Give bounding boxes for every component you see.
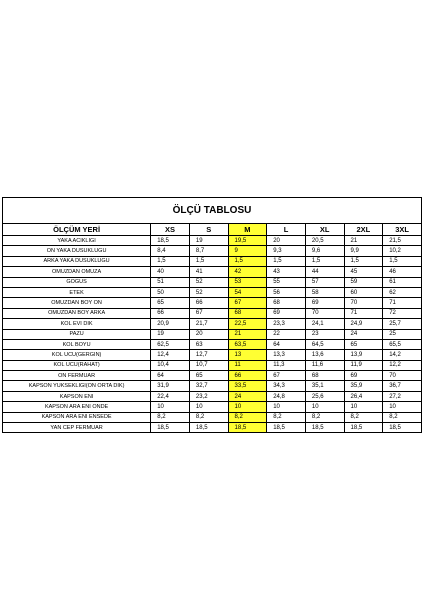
size-value-cell: 41	[189, 267, 228, 277]
size-value-cell: 19	[189, 236, 228, 246]
size-value-cell: 10	[267, 402, 306, 412]
table-row	[3, 319, 422, 329]
size-value-cell: 18,5	[228, 423, 267, 433]
size-value-cell: 21,5	[383, 236, 422, 246]
size-value-cell: 20,5	[305, 236, 344, 246]
table-row	[3, 329, 422, 339]
size-value-cell: 32,7	[189, 381, 228, 391]
table-row	[3, 402, 422, 412]
size-value-cell: 20	[267, 236, 306, 246]
size-value-cell: 21	[228, 329, 267, 339]
size-value-cell: 40	[151, 267, 190, 277]
size-value-cell: 67	[267, 371, 306, 381]
measurement-name-cell: ARKA YAKA DUSUKLUGU	[3, 256, 151, 266]
size-value-cell: 18,5	[383, 423, 422, 433]
size-value-cell: 25	[383, 329, 422, 339]
size-value-cell: 66	[151, 308, 190, 318]
size-value-cell: 24	[344, 329, 383, 339]
column-header-2xl: 2XL	[344, 224, 383, 236]
measurement-name-cell: YAKA ACIKLIGI	[3, 236, 151, 246]
size-value-cell: 18,5	[151, 236, 190, 246]
table-row	[3, 267, 422, 277]
measurement-name-cell: ETEK	[3, 287, 151, 297]
measurement-name-cell: KAPSON ARA ENI ONDE	[3, 402, 151, 412]
measurement-name-cell: GOGUS	[3, 277, 151, 287]
size-value-cell: 24,1	[305, 319, 344, 329]
measurement-name-cell: OMUZDAN OMUZA	[3, 267, 151, 277]
size-value-cell: 11	[228, 360, 267, 370]
size-value-cell: 1,5	[344, 256, 383, 266]
size-value-cell: 22	[267, 329, 306, 339]
size-value-cell: 22,4	[151, 391, 190, 401]
size-value-cell: 9,9	[344, 246, 383, 256]
measurement-name-cell: YAN CEP FERMUAR	[3, 423, 151, 433]
size-value-cell: 8,2	[305, 412, 344, 422]
table-row	[3, 256, 422, 266]
size-value-cell: 70	[383, 371, 422, 381]
column-header-3xl: 3XL	[383, 224, 422, 236]
size-value-cell: 21,7	[189, 319, 228, 329]
table-row	[3, 360, 422, 370]
size-value-cell: 24,9	[344, 319, 383, 329]
size-value-cell: 8,2	[151, 412, 190, 422]
size-value-cell: 19,5	[228, 236, 267, 246]
measurement-name-cell: OMUZDAN BOY ON	[3, 298, 151, 308]
size-value-cell: 21	[344, 236, 383, 246]
size-value-cell: 10	[228, 402, 267, 412]
size-value-cell: 13	[228, 350, 267, 360]
size-value-cell: 64,5	[305, 339, 344, 349]
size-value-cell: 18,5	[344, 423, 383, 433]
size-value-cell: 9,3	[267, 246, 306, 256]
size-value-cell: 8,4	[151, 246, 190, 256]
size-value-cell: 10	[344, 402, 383, 412]
measurement-name-cell: KOL UCU(GERGIN)	[3, 350, 151, 360]
size-value-cell: 61	[383, 277, 422, 287]
size-value-cell: 60	[344, 287, 383, 297]
size-value-cell: 69	[305, 298, 344, 308]
size-value-cell: 58	[305, 287, 344, 297]
size-value-cell: 27,2	[383, 391, 422, 401]
table-row	[3, 246, 422, 256]
size-value-cell: 10	[305, 402, 344, 412]
column-header-xl: XL	[305, 224, 344, 236]
size-value-cell: 22,5	[228, 319, 267, 329]
measurement-name-cell: KAPSON YUKSEKLIGI(ON ORTA DIK)	[3, 381, 151, 391]
size-value-cell: 8,7	[189, 246, 228, 256]
size-value-cell: 1,5	[305, 256, 344, 266]
size-value-cell: 54	[228, 287, 267, 297]
size-value-cell: 10,4	[151, 360, 190, 370]
size-value-cell: 65	[344, 339, 383, 349]
size-value-cell: 18,5	[151, 423, 190, 433]
header-row	[3, 224, 422, 236]
size-value-cell: 52	[189, 287, 228, 297]
size-value-cell: 25,7	[383, 319, 422, 329]
measurement-name-cell: KOL BOYU	[3, 339, 151, 349]
size-value-cell: 42	[228, 267, 267, 277]
size-value-cell: 43	[267, 267, 306, 277]
size-value-cell: 68	[267, 298, 306, 308]
size-value-cell: 23,3	[267, 319, 306, 329]
size-value-cell: 31,9	[151, 381, 190, 391]
size-value-cell: 18,5	[267, 423, 306, 433]
size-value-cell: 36,7	[383, 381, 422, 391]
size-value-cell: 67	[189, 308, 228, 318]
size-value-cell: 1,5	[383, 256, 422, 266]
table-row	[3, 350, 422, 360]
measurement-name-cell: KAPSON ARA ENI ENSEDE	[3, 412, 151, 422]
size-value-cell: 13,3	[267, 350, 306, 360]
size-value-cell: 72	[383, 308, 422, 318]
size-value-cell: 68	[305, 371, 344, 381]
size-value-cell: 12,4	[151, 350, 190, 360]
size-value-cell: 9	[228, 246, 267, 256]
size-value-cell: 20,9	[151, 319, 190, 329]
size-value-cell: 53	[228, 277, 267, 287]
table-row	[3, 391, 422, 401]
size-value-cell: 11,6	[305, 360, 344, 370]
size-value-cell: 64	[151, 371, 190, 381]
size-value-cell: 57	[305, 277, 344, 287]
size-value-cell: 67	[228, 298, 267, 308]
size-value-cell: 13,9	[344, 350, 383, 360]
size-chart-sheet	[2, 197, 422, 433]
size-value-cell: 23	[305, 329, 344, 339]
measurement-name-cell: KOL UCU(RAHAT)	[3, 360, 151, 370]
size-value-cell: 64	[267, 339, 306, 349]
size-value-cell: 11,3	[267, 360, 306, 370]
size-value-cell: 69	[344, 371, 383, 381]
size-value-cell: 8,2	[383, 412, 422, 422]
size-value-cell: 13,6	[305, 350, 344, 360]
size-value-cell: 10	[383, 402, 422, 412]
table-row	[3, 381, 422, 391]
column-header-xs: XS	[151, 224, 190, 236]
table-row	[3, 277, 422, 287]
size-value-cell: 1,5	[267, 256, 306, 266]
size-value-cell: 9,6	[305, 246, 344, 256]
size-value-cell: 65	[189, 371, 228, 381]
table-row	[3, 308, 422, 318]
size-value-cell: 10	[189, 402, 228, 412]
size-value-cell: 55	[267, 277, 306, 287]
size-chart-body	[3, 236, 422, 433]
size-value-cell: 35,1	[305, 381, 344, 391]
size-value-cell: 18,5	[305, 423, 344, 433]
measurement-name-cell: PAZU	[3, 329, 151, 339]
table-row	[3, 423, 422, 433]
size-value-cell: 65,5	[383, 339, 422, 349]
size-value-cell: 52	[189, 277, 228, 287]
size-value-cell: 14,2	[383, 350, 422, 360]
size-value-cell: 20	[189, 329, 228, 339]
column-header-s: S	[189, 224, 228, 236]
measurement-name-cell: ON YAKA DUSUKLUGU	[3, 246, 151, 256]
size-value-cell: 62,5	[151, 339, 190, 349]
size-value-cell: 8,2	[228, 412, 267, 422]
size-value-cell: 51	[151, 277, 190, 287]
table-row	[3, 371, 422, 381]
size-value-cell: 10,7	[189, 360, 228, 370]
size-value-cell: 1,5	[189, 256, 228, 266]
table-row	[3, 412, 422, 422]
size-value-cell: 8,2	[189, 412, 228, 422]
measurement-name-cell: OMUZDAN BOY ARKA	[3, 308, 151, 318]
column-header-m: M	[228, 224, 267, 236]
size-value-cell: 70	[344, 298, 383, 308]
size-chart-table	[2, 223, 422, 433]
size-value-cell: 70	[305, 308, 344, 318]
size-value-cell: 10	[151, 402, 190, 412]
size-value-cell: 33,5	[228, 381, 267, 391]
size-value-cell: 65	[151, 298, 190, 308]
size-value-cell: 25,6	[305, 391, 344, 401]
size-value-cell: 66	[189, 298, 228, 308]
size-value-cell: 45	[344, 267, 383, 277]
size-value-cell: 24	[228, 391, 267, 401]
size-value-cell: 1,5	[151, 256, 190, 266]
size-value-cell: 71	[383, 298, 422, 308]
size-value-cell: 63,5	[228, 339, 267, 349]
size-value-cell: 24,8	[267, 391, 306, 401]
size-value-cell: 50	[151, 287, 190, 297]
column-header-measurement: ÖLÇÜM YERİ	[3, 224, 151, 236]
table-row	[3, 236, 422, 246]
size-value-cell: 66	[228, 371, 267, 381]
size-value-cell: 35,9	[344, 381, 383, 391]
measurement-name-cell: ON FERMUAR	[3, 371, 151, 381]
table-row	[3, 339, 422, 349]
size-value-cell: 59	[344, 277, 383, 287]
size-value-cell: 8,2	[267, 412, 306, 422]
size-value-cell: 68	[228, 308, 267, 318]
column-header-l: L	[267, 224, 306, 236]
size-value-cell: 12,2	[383, 360, 422, 370]
size-value-cell: 1,5	[228, 256, 267, 266]
size-value-cell: 11,9	[344, 360, 383, 370]
size-value-cell: 71	[344, 308, 383, 318]
size-value-cell: 23,2	[189, 391, 228, 401]
size-value-cell: 46	[383, 267, 422, 277]
size-chart-title: ÖLÇÜ TABLOSU	[2, 197, 422, 223]
size-value-cell: 18,5	[189, 423, 228, 433]
size-value-cell: 12,7	[189, 350, 228, 360]
size-value-cell: 34,3	[267, 381, 306, 391]
table-row	[3, 287, 422, 297]
size-value-cell: 62	[383, 287, 422, 297]
table-row	[3, 298, 422, 308]
size-value-cell: 69	[267, 308, 306, 318]
size-value-cell: 19	[151, 329, 190, 339]
size-value-cell: 10,2	[383, 246, 422, 256]
size-value-cell: 44	[305, 267, 344, 277]
measurement-name-cell: KAPSON ENI	[3, 391, 151, 401]
measurement-name-cell: KOL EVI DIK	[3, 319, 151, 329]
size-value-cell: 26,4	[344, 391, 383, 401]
size-value-cell: 56	[267, 287, 306, 297]
size-value-cell: 63	[189, 339, 228, 349]
size-value-cell: 8,2	[344, 412, 383, 422]
